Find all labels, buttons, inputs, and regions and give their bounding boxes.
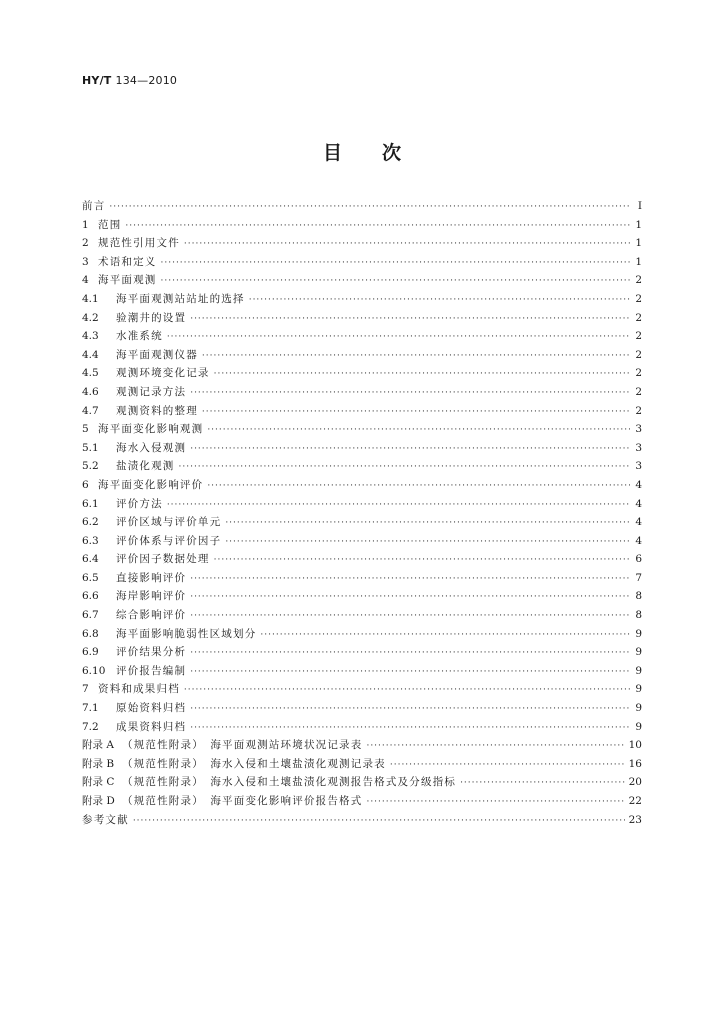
toc-entry-number: 6.8 (82, 627, 99, 640)
toc-entry[interactable] (82, 587, 642, 606)
toc-dot-leader (167, 496, 630, 515)
toc-entry-number: 4 (82, 274, 89, 287)
standard-code (82, 74, 177, 87)
toc-entry[interactable] (82, 364, 642, 383)
toc-entry[interactable] (82, 216, 642, 235)
toc-dot-leader (460, 774, 625, 793)
toc-entry[interactable] (82, 457, 642, 476)
toc-dot-leader (190, 607, 630, 626)
toc-entry-title: 观测资料的整理 (116, 404, 198, 417)
toc-entry-number: 4.5 (82, 367, 99, 380)
toc-entry-title: 评价体系与评价因子 (116, 534, 222, 547)
toc-entry-title: 成果资料归档 (116, 720, 187, 733)
toc-dot-leader (133, 812, 625, 831)
toc-entry-title: 海水入侵观测 (116, 441, 187, 454)
toc-entry-number: 6.4 (82, 553, 99, 566)
toc-entry-page: 2 (635, 274, 642, 287)
toc-entry-title: 直接影响评价 (116, 571, 187, 584)
toc-entry-title: 术语和定义 (98, 255, 157, 268)
toc-entry-page: 3 (635, 441, 642, 454)
toc-entry-title: 观测记录方法 (116, 385, 187, 398)
toc-entry-page: 2 (635, 330, 642, 343)
toc-entry-page: 3 (635, 460, 642, 473)
toc-dot-leader (190, 570, 630, 589)
toc-entry[interactable] (82, 197, 642, 216)
toc-entry-number: 4.2 (82, 311, 99, 324)
toc-dot-leader (207, 421, 630, 440)
toc-entry-title: 海平面影响脆弱性区域划分 (116, 627, 257, 640)
toc-entry-number: 附录 B (82, 757, 115, 770)
toc-entry-title: 评价结果分析 (116, 646, 187, 659)
toc-dot-leader (366, 737, 624, 756)
toc-entry[interactable] (82, 420, 642, 439)
toc-dot-leader (225, 533, 630, 552)
toc-dot-leader (109, 198, 630, 217)
toc-entry-page: 2 (635, 311, 642, 324)
toc-entry-number: 5.2 (82, 460, 99, 473)
toc-dot-leader (190, 663, 630, 682)
toc-entry-title: 资料和成果归档 (98, 683, 180, 696)
toc-entry-number: 2 (82, 237, 89, 250)
toc-entry-title: 原始资料归档 (116, 702, 187, 715)
toc-entry[interactable] (82, 346, 642, 365)
toc-entry[interactable] (82, 606, 642, 625)
toc-dot-leader (202, 347, 630, 366)
toc-dot-leader (249, 291, 630, 310)
toc-entry[interactable] (82, 699, 642, 718)
page-title: 目次 (322, 142, 441, 164)
toc-dot-leader (214, 365, 630, 384)
toc-entry-page: 9 (635, 664, 642, 677)
toc-entry-number: 6.6 (82, 590, 99, 603)
toc-entry[interactable] (82, 495, 642, 514)
toc-entry-number: 6.3 (82, 534, 99, 547)
toc-entry-number: 7 (82, 683, 89, 696)
toc-entry[interactable] (82, 327, 642, 346)
toc-entry-number: 附录 C (82, 776, 115, 789)
toc-entry[interactable] (82, 773, 642, 792)
toc-entry-number: 4.4 (82, 348, 99, 361)
toc-entry-title: （规范性附录） 海平面变化影响评价报告格式 (122, 795, 363, 807)
toc-dot-leader (190, 719, 630, 738)
toc-entry-number: 3 (82, 255, 89, 268)
toc-dot-leader (125, 217, 630, 236)
toc-entry[interactable] (82, 643, 642, 662)
toc-entry-page: 4 (635, 534, 642, 547)
toc-entry[interactable] (82, 439, 642, 458)
standard-prefix: HY/T (82, 74, 112, 87)
toc-entry-number: 6.5 (82, 571, 99, 584)
toc-entry-page: 7 (635, 571, 642, 584)
toc-entry-page: 2 (635, 367, 642, 380)
toc-entry-title: 观测环境变化记录 (116, 367, 210, 380)
toc-dot-leader (366, 793, 624, 812)
toc-entry-title: 评价因子数据处理 (116, 553, 210, 566)
toc-entry-title: 验潮井的设置 (116, 311, 187, 324)
toc-dot-leader (161, 272, 631, 291)
toc-entry-title: 综合影响评价 (116, 609, 187, 622)
toc-dot-leader (260, 626, 630, 645)
toc-entry-page: 2 (635, 404, 642, 417)
toc-entry[interactable] (82, 476, 642, 495)
toc-entry-number: 附录 A (82, 739, 114, 752)
toc-entry-title: 范围 (98, 218, 122, 231)
toc-entry-title: 评价方法 (116, 497, 163, 510)
toc-entry-page: I (637, 200, 642, 212)
toc-entry-page: 16 (628, 757, 642, 770)
toc-entry-number: 5 (82, 423, 89, 436)
toc-entry-number: 6.7 (82, 609, 99, 622)
toc-entry-number: 7.1 (82, 702, 99, 715)
toc-entry-number: 附录 D (82, 795, 115, 807)
toc-dot-leader (190, 384, 630, 403)
toc-entry[interactable] (82, 792, 642, 811)
toc-entry-page: 3 (635, 423, 642, 436)
toc-entry-page: 23 (628, 813, 642, 826)
toc-entry-page: 8 (635, 590, 642, 603)
toc-entry-page: 6 (635, 553, 642, 566)
toc-entry-number: 1 (82, 218, 89, 231)
toc-entry-number: 6.10 (82, 664, 106, 677)
toc-entry-title: 前言 (82, 200, 106, 212)
toc-entry-page: 1 (635, 218, 642, 231)
toc-entry-title: 海平面变化影响评价 (98, 478, 204, 491)
toc-entry[interactable] (82, 569, 642, 588)
toc-entry-number: 6.2 (82, 516, 99, 529)
toc-entry-title: （规范性附录） 海平面观测站环境状况记录表 (122, 739, 363, 752)
toc-entry-title: （规范性附录） 海水入侵和土壤盐渍化观测报告格式及分级指标 (122, 776, 457, 789)
toc-entry-title: 评价报告编制 (116, 664, 187, 677)
toc-entry-page: 9 (635, 683, 642, 696)
toc-entry[interactable] (82, 253, 642, 272)
toc-entry-number: 4.3 (82, 330, 99, 343)
standard-number: 134—2010 (115, 74, 178, 87)
toc-dot-leader (190, 310, 630, 329)
toc-entry[interactable] (82, 718, 642, 737)
toc-entry[interactable] (82, 625, 642, 644)
toc-dot-leader (161, 254, 631, 273)
toc-entry[interactable] (82, 234, 642, 253)
toc-entry-title: 海岸影响评价 (116, 590, 187, 603)
toc-entry-number: 7.2 (82, 720, 99, 733)
toc-entry-title: 参考文献 (82, 813, 129, 826)
toc-entry[interactable] (82, 736, 642, 755)
toc-entry-page: 4 (635, 478, 642, 491)
toc-dot-leader (190, 644, 630, 663)
toc-dot-leader (207, 477, 630, 496)
toc-dot-leader (184, 235, 630, 254)
toc-entry-page: 8 (635, 609, 642, 622)
toc-entry-page: 1 (635, 237, 642, 250)
table-of-contents (82, 197, 642, 829)
toc-dot-leader (190, 588, 630, 607)
toc-entry-page: 10 (628, 739, 642, 752)
toc-entry-page: 20 (628, 776, 642, 789)
toc-entry-title: 规范性引用文件 (98, 237, 180, 250)
toc-dot-leader (390, 756, 625, 775)
toc-entry-number: 6.9 (82, 646, 99, 659)
toc-entry-number: 4.1 (82, 292, 99, 305)
toc-entry-page: 4 (635, 497, 642, 510)
toc-entry[interactable] (82, 309, 642, 328)
toc-entry[interactable] (82, 532, 642, 551)
toc-entry-page: 22 (628, 795, 642, 807)
toc-entry-title: 海平面观测仪器 (116, 348, 198, 361)
toc-entry[interactable] (82, 680, 642, 699)
toc-entry[interactable] (82, 402, 642, 421)
toc-entry-title: 海平面变化影响观测 (98, 423, 204, 436)
toc-entry[interactable] (82, 383, 642, 402)
toc-entry-number: 5.1 (82, 441, 99, 454)
toc-entry-page: 9 (635, 627, 642, 640)
toc-entry-page: 9 (635, 702, 642, 715)
toc-entry[interactable] (82, 811, 642, 830)
toc-dot-leader (190, 700, 630, 719)
toc-entry[interactable] (82, 513, 642, 532)
toc-entry-page: 2 (635, 348, 642, 361)
toc-dot-leader (167, 328, 630, 347)
toc-entry[interactable] (82, 290, 642, 309)
toc-dot-leader (184, 681, 630, 700)
toc-entry-title: 水准系统 (116, 330, 163, 343)
toc-entry-number: 4.6 (82, 385, 99, 398)
toc-entry-number: 4.7 (82, 404, 99, 417)
toc-entry-title: 海平面观测站站址的选择 (116, 292, 245, 305)
toc-entry-title: 盐渍化观测 (116, 460, 175, 473)
toc-entry-page: 2 (635, 292, 642, 305)
toc-entry-page: 1 (635, 255, 642, 268)
toc-entry[interactable] (82, 271, 642, 290)
toc-entry-page: 2 (635, 385, 642, 398)
toc-entry[interactable] (82, 755, 642, 774)
toc-dot-leader (202, 403, 630, 422)
toc-dot-leader (214, 551, 630, 570)
toc-entry-title: （规范性附录） 海水入侵和土壤盐渍化观测记录表 (122, 757, 386, 770)
toc-entry-page: 9 (635, 646, 642, 659)
toc-entry-number: 6 (82, 478, 89, 491)
toc-entry-title: 评价区域与评价单元 (116, 516, 222, 529)
toc-dot-leader (225, 514, 630, 533)
toc-entry-page: 9 (635, 720, 642, 733)
toc-entry[interactable] (82, 550, 642, 569)
toc-dot-leader (190, 440, 630, 459)
toc-entry-page: 4 (635, 516, 642, 529)
toc-entry-title: 海平面观测 (98, 274, 157, 287)
toc-entry-number: 6.1 (82, 497, 99, 510)
toc-dot-leader (179, 458, 631, 477)
toc-entry[interactable] (82, 662, 642, 681)
